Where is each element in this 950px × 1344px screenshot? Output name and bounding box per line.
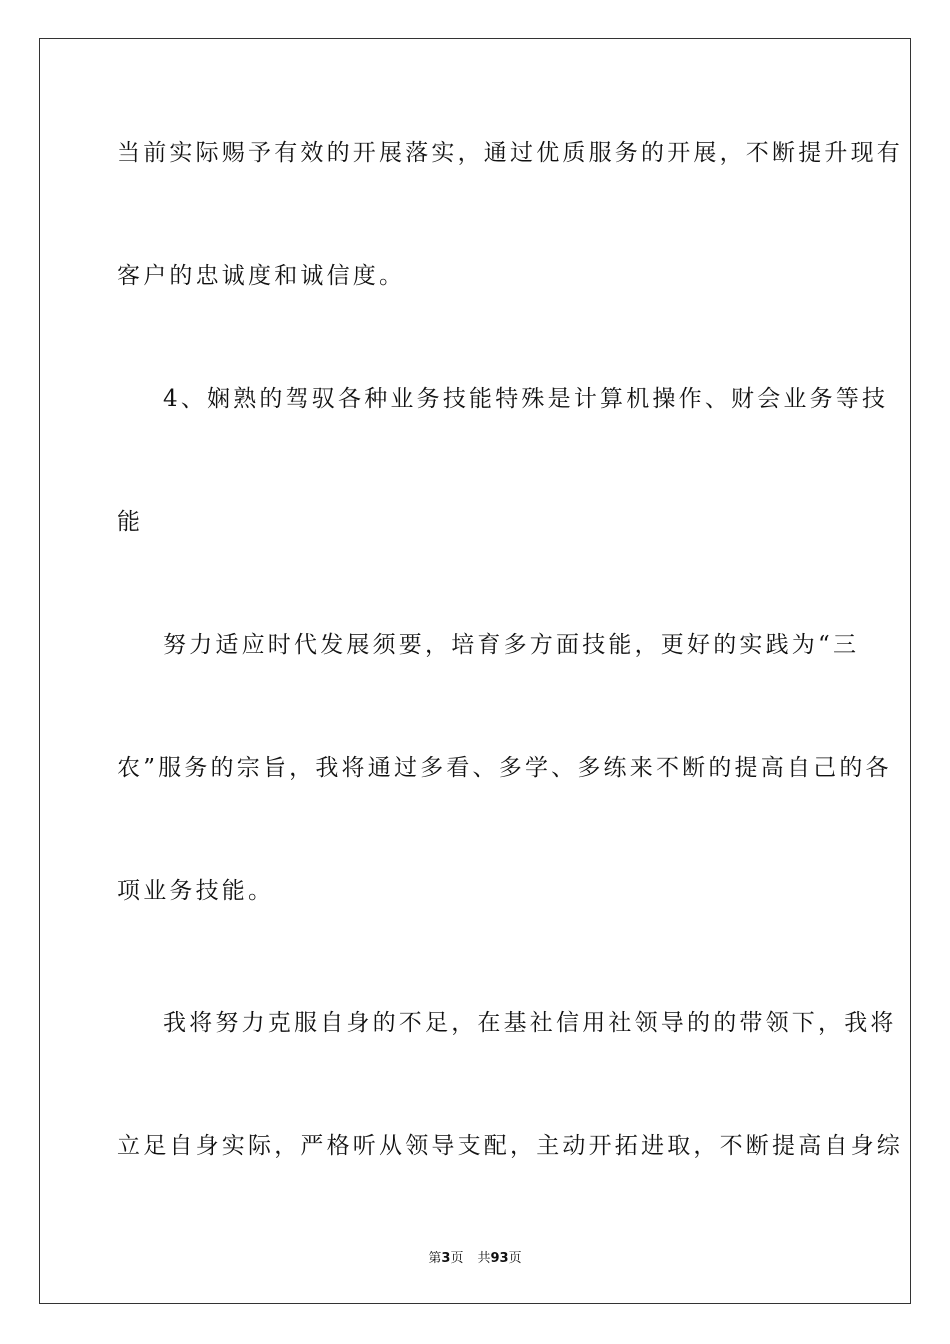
page-prefix: 第 xyxy=(428,1251,442,1266)
body-text-line-9: 立足自身实际，严格听从领导支配，主动开拓进取，不断提高自身综 xyxy=(117,1133,903,1159)
page-footer xyxy=(0,1247,950,1266)
body-text-line-1: 当前实际赐予有效的开展落实，通过优质服务的开展，不断提升现有 xyxy=(117,140,903,166)
body-text-line-5: 努力适应时代发展须要，培育多方面技能，更好的实践为“三 xyxy=(163,632,860,658)
page-suffix: 页 xyxy=(450,1251,464,1266)
body-text-line-8: 我将努力克服自身的不足，在基社信用社领导的的带领下，我将 xyxy=(163,1010,897,1036)
total-suffix: 页 xyxy=(508,1251,522,1266)
page-border xyxy=(39,38,911,1304)
body-text-line-4: 能 xyxy=(117,509,144,535)
total-pages: 93 xyxy=(490,1251,509,1266)
body-text-line-3: 4、娴熟的驾驭各种业务技能特殊是计算机操作、财会业务等技 xyxy=(163,386,889,412)
page-number: 3 xyxy=(441,1251,451,1266)
body-text-line-2: 客户的忠诚度和诚信度。 xyxy=(117,263,406,289)
body-text-line-6: 农”服务的宗旨，我将通过多看、多学、多练来不断的提高自己的各 xyxy=(117,755,892,781)
total-prefix: 共 xyxy=(477,1251,491,1266)
body-text-line-7: 项业务技能。 xyxy=(117,878,275,904)
